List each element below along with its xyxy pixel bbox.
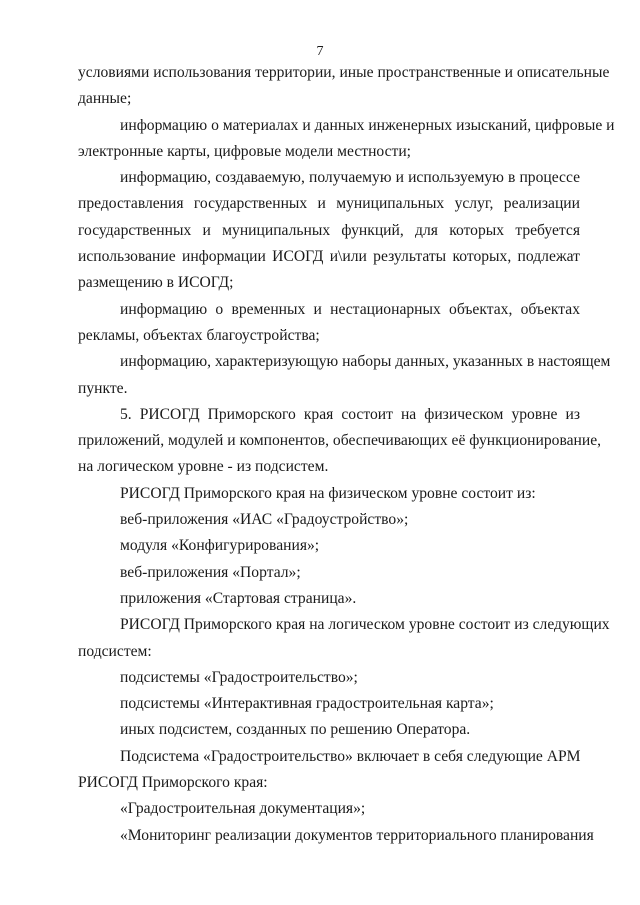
text-line: информацию, характеризующую наборы данных, указанных в настоящем (120, 353, 611, 371)
text-line: предоставления государственных и муниципальных услуг, реализации (78, 195, 580, 213)
text-line: на логическом уровне - из подсистем. (78, 458, 329, 476)
text-line: «Градостроительная документация»; (120, 800, 366, 818)
document-body (78, 60, 615, 849)
text-line: размещению в ИСОГД; (78, 274, 234, 292)
text-line: пункте. (78, 379, 128, 397)
text-line: модуля «Конфигурирования»; (120, 537, 320, 555)
text-line: информацию о материалах и данных инженерных изысканий, цифровые и (120, 116, 615, 134)
text-line: 5. РИСОГД Приморского края состоит на физическом уровне из (120, 405, 580, 423)
text-line: «Мониторинг реализации документов территориального планирования (120, 826, 594, 844)
text-line: рекламы, объектах благоустройства; (78, 326, 320, 344)
text-line: подсистем: (78, 642, 152, 660)
text-line: информацию о временных и нестационарных объектах, объектах (120, 300, 580, 318)
text-line: Подсистема «Градостроительство» включает в себя следующие АРМ (120, 747, 581, 765)
text-line: РИСОГД Приморского края: (78, 774, 268, 792)
page-number: 7 (316, 44, 324, 59)
text-line: подсистемы «Интерактивная градостроительная карта»; (120, 695, 494, 713)
text-line: условиями использования территории, иные пространственные и описательные (78, 64, 610, 81)
text-line: веб-приложения «Портал»; (120, 563, 301, 581)
text-line: информацию, создаваемую, получаемую и используемую в процессе (120, 169, 580, 187)
text-line: использование информации ИСОГД и\или результаты которых, подлежат (78, 248, 580, 266)
text-line: РИСОГД Приморского края на логическом уровне состоит из следующих (120, 616, 610, 634)
text-line: иных подсистем, созданных по решению Оператора. (120, 721, 471, 739)
text-line: данные; (78, 90, 132, 108)
text-line: подсистемы «Градостроительство»; (120, 668, 358, 686)
text-line: РИСОГД Приморского края на физическом уровне состоит из: (120, 484, 536, 502)
text-line: электронные карты, цифровые модели местности; (78, 142, 412, 160)
text-line: веб-приложения «ИАС «Градоустройство»; (120, 511, 409, 529)
text-line: приложений, модулей и компонентов, обеспечивающих её функционирование, (78, 432, 602, 450)
text-line: приложения «Стартовая страница». (120, 589, 357, 607)
text-line: государственных и муниципальных функций, для которых требуется (78, 221, 580, 239)
